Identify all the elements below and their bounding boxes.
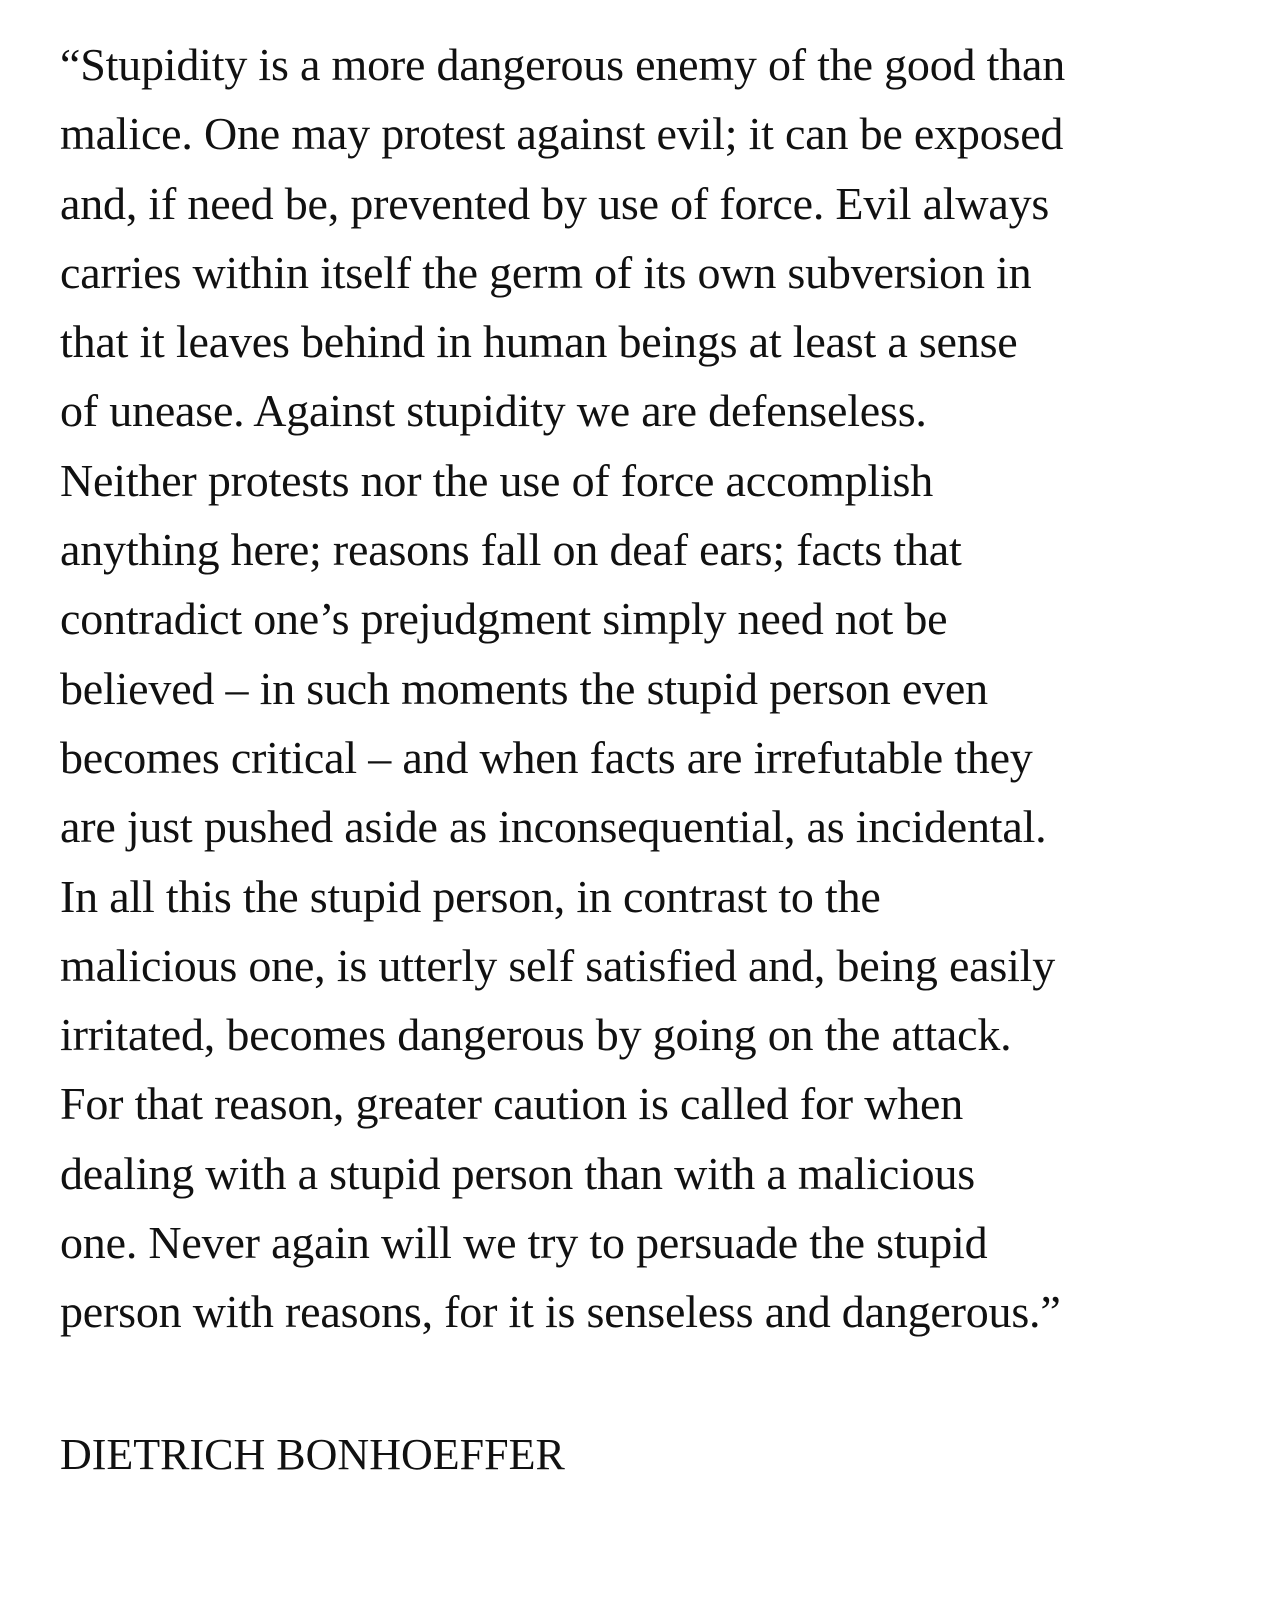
quote-line: and, if need be, prevented by use of force. Evil always bbox=[60, 177, 1050, 229]
quote-line: malicious one, is utterly self satisfied and, being easily bbox=[60, 939, 1056, 991]
quote-line: In all this the stupid person, in contrast to the bbox=[60, 870, 881, 922]
quote-line: of unease. Against stupidity we are defenseless. bbox=[60, 385, 927, 437]
quote-line: contradict one’s prejudgment simply need not be bbox=[60, 593, 948, 645]
quote-author: DIETRICH BONHOEFFER bbox=[60, 1430, 565, 1479]
quote-line: Neither protests nor the use of force accomplish bbox=[60, 454, 934, 506]
quote-line: that it leaves behind in human beings at least a sense bbox=[60, 316, 1018, 368]
quote-line: dealing with a stupid person than with a malicious bbox=[60, 1147, 975, 1199]
quote-line: anything here; reasons fall on deaf ears; facts that bbox=[60, 524, 962, 576]
quote-line: person with reasons, for it is senseless and dangerous.” bbox=[60, 1286, 1061, 1338]
quote-text bbox=[60, 30, 1240, 1347]
quote-line: becomes critical – and when facts are irrefutable they bbox=[60, 731, 1033, 783]
quote-line: For that reason, greater caution is called for when bbox=[60, 1078, 964, 1130]
quote-line: carries within itself the germ of its own subversion in bbox=[60, 246, 1032, 298]
quote-line: believed – in such moments the stupid person even bbox=[60, 662, 988, 714]
quote-line: are just pushed aside as inconsequential, as incidental. bbox=[60, 801, 1047, 853]
quote-line: “Stupidity is a more dangerous enemy of the good than bbox=[60, 39, 1066, 90]
quote-line: irritated, becomes dangerous by going on the attack. bbox=[60, 1009, 1012, 1061]
quote-line: one. Never again will we try to persuade the stupid bbox=[60, 1217, 988, 1269]
quote-line: malice. One may protest against evil; it can be exposed bbox=[60, 108, 1064, 160]
